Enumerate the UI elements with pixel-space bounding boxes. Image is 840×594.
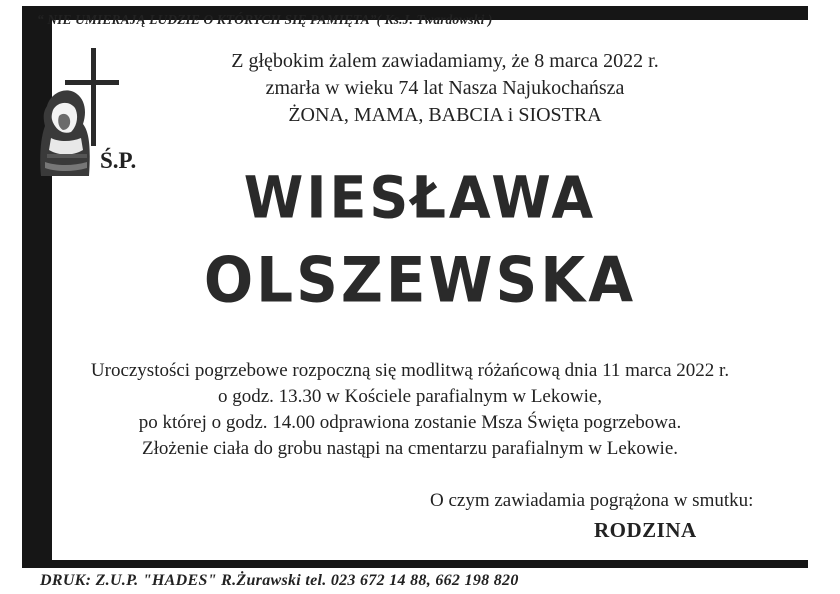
intro-line-3: ŻONA, MAMA, BABCIA i SIOSTRA: [288, 104, 602, 126]
deceased-last-name: OLSZEWSKA: [203, 243, 637, 317]
ceremony-line-1: Uroczystości pogrzebowe rozpoczną się modlitwą różańcową dnia 11 marca 2022 r.: [90, 360, 730, 381]
ceremony-line-3: po której o godz. 14.00 odprawiona zostanie Msza Święta pogrzebowa.: [138, 412, 682, 433]
announcement-intro: [180, 48, 710, 129]
printer-imprint: DRUK: Z.U.P. "HADES" R.Żurawski tel. 023 672 14 88, 662 198 820: [40, 572, 519, 589]
intro-line-1: Z głębokim żalem zawiadamiamy, że 8 marca 2022 r.: [231, 50, 659, 72]
sp-label: Ś.P.: [100, 148, 137, 173]
intro-line-2: zmarła w wieku 74 lat Nasza Najukochańsza: [265, 77, 625, 99]
ceremony-line-2: o godz. 13.30 w Kościele parafialnym w Lekowie,: [217, 386, 603, 407]
notify-text: O czym zawiadamia pogrążona w smutku:: [430, 490, 754, 511]
motto-quote: “ NIE UMIERAJĄ LUDZIE O KTÓRYCH SIĘ PAMIĘTA”( Ks.J. Twardowski ): [37, 12, 493, 27]
funeral-details: [60, 358, 760, 462]
family-signature: RODZINA: [594, 518, 697, 542]
ceremony-line-4: Złożenie ciała do grobu nastąpi na cmentarzu parafialnym w Lekowie.: [142, 438, 678, 459]
deceased-first-name: WIESŁAWA: [243, 163, 597, 232]
